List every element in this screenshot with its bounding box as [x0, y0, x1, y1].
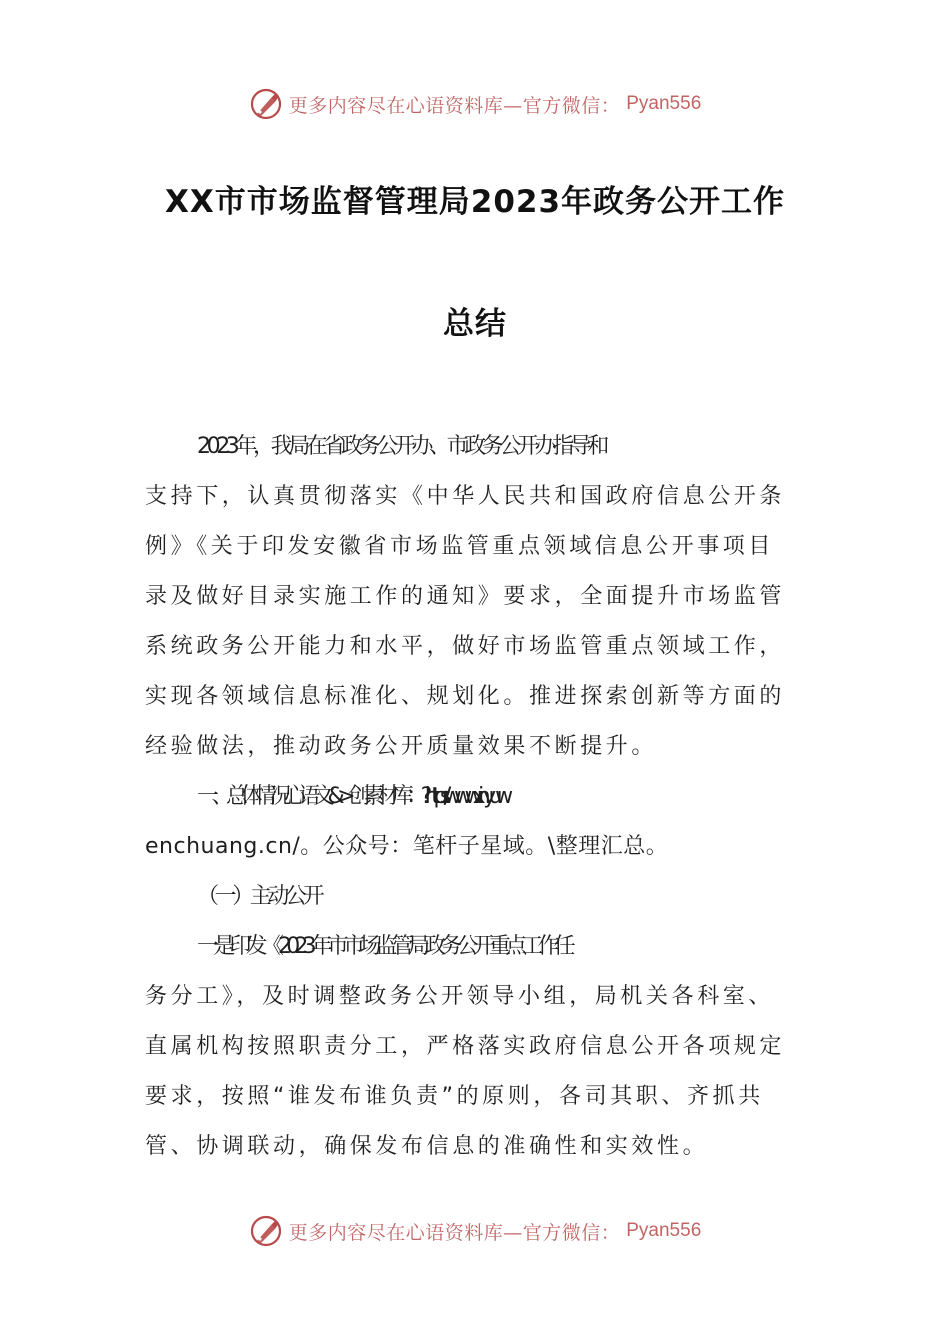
pen-nib-circle-icon	[249, 1214, 283, 1248]
body-line: 管、协调联动，确保发布信息的准确性和实效性。	[145, 1134, 709, 1159]
body-line: 实现各领域信息标准化、规划化。推进探索创新等方面的	[145, 684, 786, 709]
footer-watermark	[0, 1211, 950, 1251]
body-line: 支持下，认真贯彻落实《中华人民共和国政府信息公开条	[145, 484, 786, 509]
body-line: 2023年，我局在省政务公开办、市政务公开办指导和	[197, 434, 605, 459]
watermark-text: 更多内容尽在心语资料库—官方微信：	[288, 94, 621, 117]
body-line: 一是印发《2023年市市场监管局政务公开重点工作任	[197, 934, 570, 959]
body-line: 系统政务公开能力和水平，做好市场监管重点领域工作，	[145, 634, 786, 659]
document-title-line-2: 总结	[443, 306, 507, 342]
pen-nib-circle-icon	[249, 87, 283, 121]
body-line: 直属机构按照职责分工，严格落实政府信息公开各项规定	[145, 1034, 786, 1059]
watermark-wechat-id: Pyan556	[626, 93, 702, 114]
header-watermark	[0, 84, 950, 124]
body-line: enchuang.cn/。公众号：笔杆子星域。\整理汇总。	[145, 834, 669, 859]
document-title-line-1: XX市市场监督管理局2023年政务公开工作	[164, 184, 786, 220]
watermark-wechat-id: Pyan556	[626, 1220, 702, 1241]
body-line: 务分工》，及时调整政务公开领导小组，局机关各科室、	[145, 984, 775, 1009]
body-line: 例》《关于印发安徽省市场监管重点领域信息公开事项目	[145, 534, 775, 559]
body-line: 录及做好目录实施工作的通知》要求，全面提升市场监管	[145, 584, 786, 609]
watermark-text: 更多内容尽在心语资料库—官方微信：	[288, 1221, 621, 1244]
subsection-heading: （一）主动公开	[197, 884, 321, 909]
body-line: 要求，按照“谁发布谁负责”的原则，各司其职、齐抓共	[145, 1084, 764, 1109]
body-line: 经验做法，推动政务公开质量效果不断提升。	[145, 734, 658, 759]
body-line-section-heading: 一、总体情况心语文&>创素材库：?https://www.xinyuw	[197, 784, 506, 809]
